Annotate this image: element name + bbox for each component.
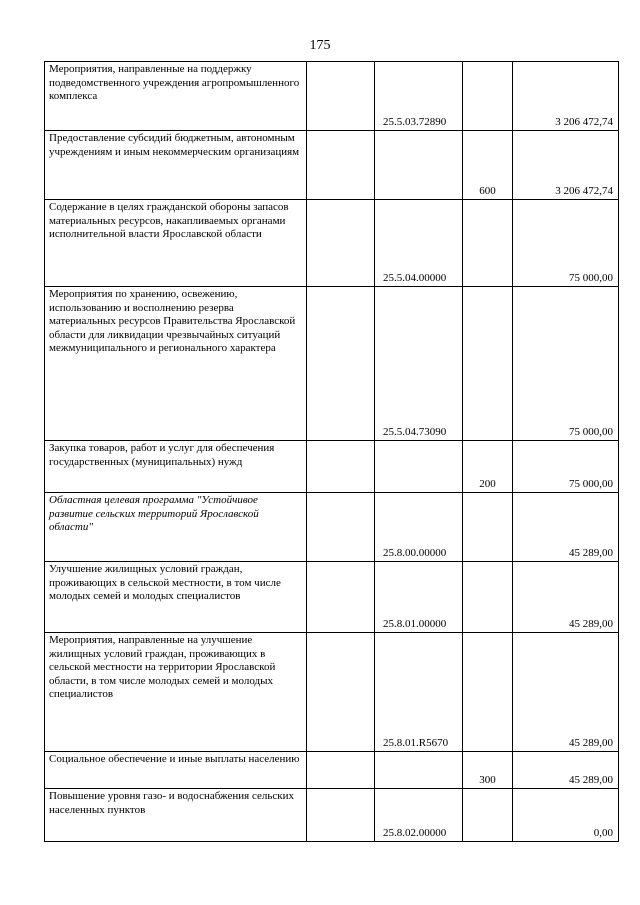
empty-cell [307,287,375,441]
name-cell [45,441,307,493]
name-cell [45,562,307,633]
amount: 45 289,00 [569,546,613,559]
type-cell [463,789,513,842]
empty-cell [307,200,375,287]
type-cell [463,493,513,562]
name-cell [45,62,307,131]
type-cell [463,62,513,131]
row-name: Содержание в целях гражданской обороны запасов материальных ресурсов, накапливаемых органами исполнительной власти Ярославской области [49,201,289,240]
table-row [45,562,619,633]
table-row [45,441,619,493]
table-row [45,752,619,789]
type-cell [463,287,513,441]
amount: 0,00 [593,826,613,839]
table-row [45,200,619,287]
row-name: Закупка товаров, работ и услуг для обеспечения государственных (муниципальных) нужд [49,442,275,468]
target-code: 25.5.04.73090 [383,425,447,438]
target-code: 25.8.01.00000 [383,617,447,630]
table-row [45,493,619,562]
target-code: 25.5.03.72890 [383,115,447,128]
table-row [45,62,619,131]
expense-type: 600 [479,184,496,197]
amount-cell [513,441,619,493]
type-cell [463,562,513,633]
row-name: Областная целевая программа "Устойчивое развитие сельских территорий Ярославской области" [49,494,259,533]
amount: 75 000,00 [569,425,613,438]
row-name: Повышение уровня газо- и водоснабжения сельских населенных пунктов [49,790,294,816]
type-cell [463,200,513,287]
amount-cell [513,62,619,131]
empty-cell [307,441,375,493]
table-row [45,789,619,842]
row-name: Предоставление субсидий бюджетным, автономным учреждениям и иным некоммерческим организациям [49,132,300,158]
amount: 3 206 472,74 [555,184,613,197]
type-cell [463,441,513,493]
empty-cell [307,62,375,131]
empty-cell [307,493,375,562]
code-cell [375,62,463,131]
row-name: Мероприятия, направленные на улучшение жилищных условий граждан, проживающих в сельской местности на территории Ярославской области, в том числе молодых семей и молодых специалистов [49,634,276,700]
name-cell [45,633,307,752]
code-cell [375,752,463,789]
name-cell [45,131,307,200]
amount-cell [513,752,619,789]
row-name: Улучшение жилищных условий граждан, проживающих в сельской местности, в том числе молодых семей и молодых специалистов [49,563,281,602]
expense-type: 300 [479,773,496,786]
code-cell [375,633,463,752]
target-code: 25.8.00.00000 [383,546,447,559]
code-cell [375,441,463,493]
code-cell [375,562,463,633]
table-row [45,633,619,752]
code-cell [375,131,463,200]
type-cell [463,131,513,200]
table-row [45,131,619,200]
empty-cell [307,789,375,842]
name-cell [45,287,307,441]
amount-cell [513,493,619,562]
expense-type: 200 [479,477,496,490]
empty-cell [307,752,375,789]
amount: 45 289,00 [569,736,613,749]
target-code: 25.8.02.00000 [383,826,447,839]
code-cell [375,200,463,287]
amount: 75 000,00 [569,271,613,284]
empty-cell [307,633,375,752]
amount-cell [513,562,619,633]
target-code: 25.5.04.00000 [383,271,447,284]
type-cell [463,752,513,789]
code-cell [375,493,463,562]
amount-cell [513,633,619,752]
amount: 75 000,00 [569,477,613,490]
empty-cell [307,131,375,200]
row-name: Мероприятия по хранению, освежению, использованию и восполнению резерва материальных ресурсов Правительства Ярославской области для ликвидации чрезвычайных ситуаций межмуниципального и регионального характера [49,288,296,354]
name-cell [45,789,307,842]
amount: 45 289,00 [569,773,613,786]
table-row [45,287,619,441]
name-cell [45,493,307,562]
amount: 3 206 472,74 [555,115,613,128]
row-name: Социальное обеспечение и иные выплаты населению [49,753,300,765]
amount: 45 289,00 [569,617,613,630]
type-cell [463,633,513,752]
amount-cell [513,789,619,842]
amount-cell [513,200,619,287]
code-cell [375,789,463,842]
name-cell [45,752,307,789]
code-cell [375,287,463,441]
name-cell [45,200,307,287]
row-name: Мероприятия, направленные на поддержку подведомственного учреждения агропромышленного комплекса [49,63,300,102]
target-code: 25.8.01.R5670 [383,736,449,749]
empty-cell [307,562,375,633]
amount-cell [513,287,619,441]
budget-table [44,61,619,842]
page-number: 175 [309,38,331,53]
amount-cell [513,131,619,200]
